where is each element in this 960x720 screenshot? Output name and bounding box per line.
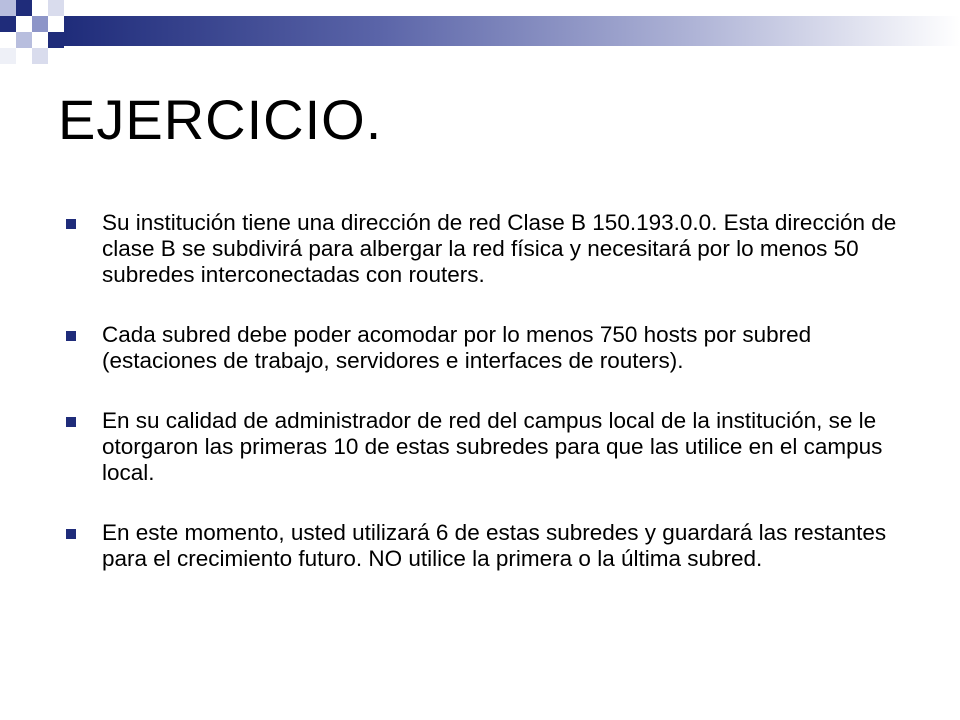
decorative-square <box>16 0 32 16</box>
bullet-item <box>64 408 924 486</box>
decorative-square <box>16 16 32 32</box>
decorative-square <box>32 48 48 64</box>
square-bullet-icon <box>66 417 76 427</box>
bullet-list <box>64 210 924 606</box>
decorative-square <box>48 32 64 48</box>
decorative-square <box>48 0 64 16</box>
header-gradient-bar <box>64 16 960 46</box>
square-bullet-icon <box>66 331 76 341</box>
decorative-square <box>0 16 16 32</box>
bullet-item <box>64 210 924 288</box>
bullet-item <box>64 520 924 572</box>
decorative-square <box>32 16 48 32</box>
bullet-item <box>64 322 924 374</box>
bullet-text: Cada subred debe poder acomodar por lo menos 750 hosts por subred (estaciones de trabajo, servidores e interfaces de routers). <box>102 322 812 373</box>
square-bullet-icon <box>66 219 76 229</box>
slide-title: EJERCICIO. <box>58 88 383 151</box>
decorative-square <box>32 0 48 16</box>
square-bullet-icon <box>66 529 76 539</box>
decorative-square <box>0 0 16 16</box>
bullet-text: En su calidad de administrador de red del campus local de la institución, se le otorgaron las primeras 10 de estas subredes para que las utilice en el campus local. <box>102 408 883 485</box>
bullet-text: Su institución tiene una dirección de red Clase B 150.193.0.0. Esta dirección de clase B se subdivirá para albergar la red física y necesitará por lo menos 50 subredes interconectadas con routers. <box>102 210 897 287</box>
decorative-square <box>16 32 32 48</box>
decorative-square <box>0 48 16 64</box>
bullet-text: En este momento, usted utilizará 6 de estas subredes y guardará las restantes para el crecimiento futuro. NO utilice la primera o la última subred. <box>102 520 887 571</box>
